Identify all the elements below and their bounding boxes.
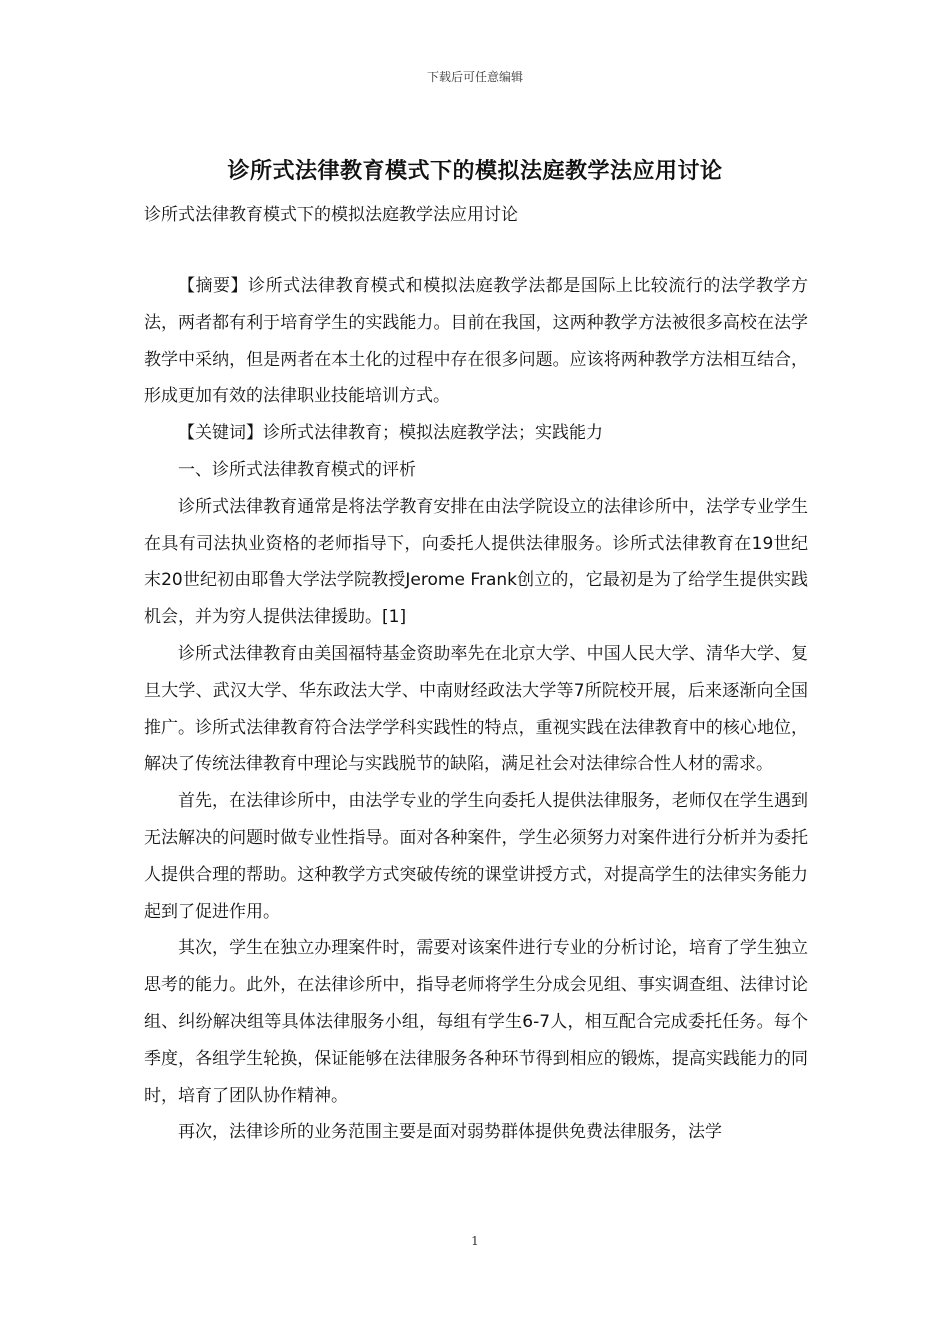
header-note: 下载后可任意编辑 (426, 70, 523, 84)
section-heading: 一、诊所式法律教育模式的评析 (178, 459, 416, 480)
paragraph-keywords: 【关键词】诊所式法律教育；模拟法庭教学法；实践能力 (178, 423, 603, 444)
document-title: 诊所式法律教育模式下的模拟法庭教学法应用讨论 (227, 159, 723, 184)
document-subtitle: 诊所式法律教育模式下的模拟法庭教学法应用讨论 (144, 205, 518, 225)
paragraph: 其次，学生在独立办理案件时，需要对该案件进行专业的分析讨论，培育了学生独立思考的能力。此外，在法律诊所中，指导老师将学生分成会见组、事实调查组、法律讨论组、纠纷解决组等具体法律服务小组，每组有学生6-7人，相互配合完成委托任务。每个季度，各组学生轮换，保证能够在法律服务各种环节得到相应的锻炼，提高实践能力的同时，培育了团队协作精神。 (144, 938, 808, 1106)
paragraph-abstract: 【摘要】诊所式法律教育模式和模拟法庭教学法都是国际上比较流行的法学教学方法，两者都有利于培育学生的实践能力。目前在我国，这两种教学方法被很多高校在法学教学中采纳，但是两者在本土化的过程中存在很多问题。应该将两种教学方法相互结合，形成更加有效的法律职业技能培训方式。 (144, 276, 808, 407)
page-number: 1 (471, 1234, 479, 1248)
paragraph: 再次，法律诊所的业务范围主要是面对弱势群体提供免费法律服务，法学 (178, 1122, 722, 1143)
paragraph: 首先，在法律诊所中，由法学专业的学生向委托人提供法律服务，老师仅在学生遇到无法解决的问题时做专业性指导。面对各种案件，学生必须努力对案件进行分析并为委托人提供合理的帮助。这种教学方式突破传统的课堂讲授方式，对提高学生的法律实务能力起到了促进作用。 (144, 791, 808, 922)
paragraph: 诊所式法律教育由美国福特基金资助率先在北京大学、中国人民大学、清华大学、复旦大学、武汉大学、华东政法大学、中南财经政法大学等7所院校开展，后来逐渐向全国推广。诊所式法律教育符合法学学科实践性的特点，重视实践在法律教育中的核心地位，解决了传统法律教育中理论与实践脱节的缺陷，满足社会对法律综合性人材的需求。 (144, 643, 808, 775)
paragraph: 诊所式法律教育通常是将法学教育安排在由法学院设立的法律诊所中，法学专业学生在具有司法执业资格的老师指导下，向委托人提供法律服务。诊所式法律教育在19世纪末20世纪初由耶鲁大学法学院教授Jerome Frank创立的，它最初是为了给学生提供实践机会，并为穷人提供法律援助。[1] (144, 496, 808, 628)
document-body (144, 268, 808, 1151)
